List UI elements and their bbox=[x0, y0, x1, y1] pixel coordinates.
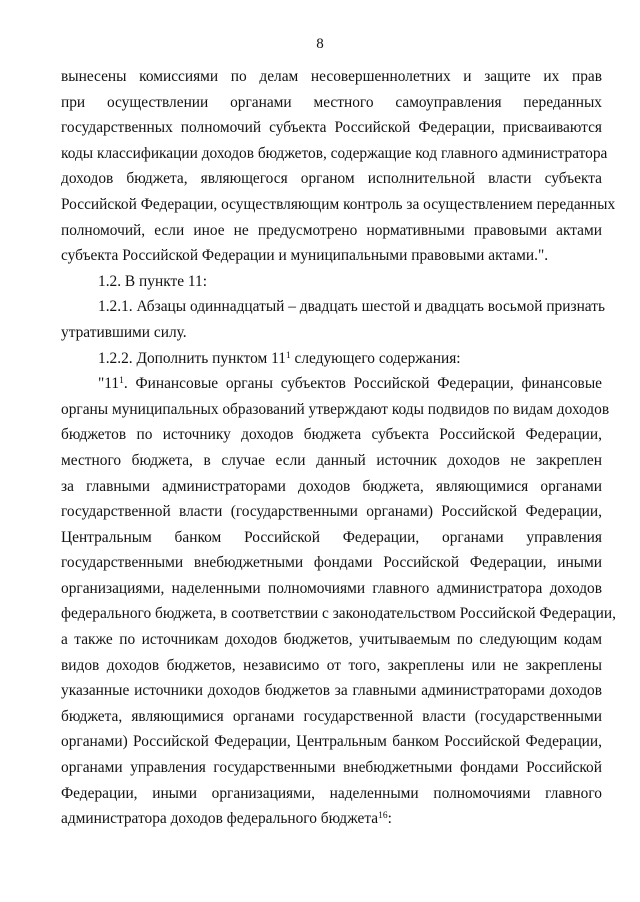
text-line bbox=[61, 576, 602, 602]
text-line bbox=[61, 90, 602, 116]
page-number: 8 bbox=[316, 36, 324, 52]
text-line-content: полномочий, если иное не предусмотрено нормативными правовыми актами bbox=[61, 221, 602, 239]
text-line-content: 1.2.1. Абзацы одиннадцатый – двадцать шестой и двадцать восьмой признать bbox=[98, 298, 605, 316]
text-line-content: Российской Федерации, осуществляющим контроль за осуществлением переданных bbox=[61, 195, 616, 213]
text-line bbox=[61, 474, 602, 500]
text-line bbox=[61, 806, 602, 832]
text-line bbox=[61, 550, 602, 576]
text-line-content: государственной власти (государственными органами) Российской Федерации, bbox=[61, 503, 602, 521]
text-line-content: коды классификации доходов бюджетов, содержащие код главного администратора bbox=[61, 144, 608, 162]
text-line-content: 1.2.2. Дополнить пунктом 11 bbox=[98, 349, 286, 367]
text-line bbox=[61, 218, 602, 244]
superscript-mark: 1 bbox=[119, 376, 124, 387]
text-line bbox=[61, 755, 602, 781]
text-line-content: бюджетов по источнику доходов бюджета субъекта Российской Федерации, bbox=[61, 426, 602, 444]
superscript-mark: 1 bbox=[285, 350, 291, 361]
text-line-content: "11 bbox=[98, 375, 120, 393]
text-line-content: а также по источникам доходов бюджетов, учитываемым по следующим кодам bbox=[61, 631, 602, 649]
text-line-content: указанные источники доходов бюджетов за главными администраторами доходов bbox=[61, 682, 602, 700]
text-line bbox=[61, 653, 602, 679]
text-line-content: государственными внебюджетными фондами Российской Федерации, иными bbox=[61, 554, 602, 572]
document-body bbox=[61, 64, 616, 832]
text-line-content: Федерации, иными организациями, наделенными полномочиями главного bbox=[61, 784, 602, 802]
text-line-content: при осуществлении органами местного самоуправления переданных bbox=[61, 93, 602, 111]
text-line bbox=[61, 627, 602, 653]
text-line-content: за главными администраторами доходов бюджета, являющимися органами bbox=[61, 477, 602, 495]
text-line bbox=[61, 320, 602, 346]
text-line bbox=[61, 448, 602, 474]
text-line-content: органы муниципальных образований утверждают коды подвидов по видам доходов bbox=[61, 400, 610, 418]
text-line bbox=[61, 678, 602, 704]
text-line-continuation: следующего содержания: bbox=[290, 349, 461, 367]
text-line-continuation: : bbox=[387, 810, 392, 828]
text-line-content: 1.2. В пункте 11: bbox=[98, 272, 207, 290]
text-line-content: Центральным банком Российской Федерации, органами управления bbox=[61, 528, 602, 546]
text-line bbox=[61, 141, 608, 167]
text-line-content: органами) Российской Федерации, Центральным банком Российской Федерации, bbox=[61, 733, 602, 751]
text-line-continuation: . Финансовые органы субъектов Российской Федерации, финансовые bbox=[123, 375, 602, 393]
text-line bbox=[61, 499, 602, 525]
text-line-content: органами управления государственными внебюджетными фондами Российской bbox=[61, 759, 602, 777]
text-line bbox=[61, 166, 602, 192]
text-line bbox=[61, 525, 602, 551]
text-line bbox=[61, 704, 602, 730]
text-line bbox=[61, 192, 616, 218]
text-line-content: утратившими силу. bbox=[61, 323, 187, 341]
text-line-content: субъекта Российской Федерации и муниципальными правовыми актами.". bbox=[61, 247, 549, 265]
text-line bbox=[61, 729, 602, 755]
text-line-content: организациями, наделенными полномочиями главного администратора доходов bbox=[61, 579, 602, 597]
text-line-content: доходов бюджета, являющегося органом исполнительной власти субъекта bbox=[61, 170, 602, 188]
superscript-mark: 16 bbox=[378, 811, 388, 822]
text-line bbox=[61, 269, 602, 295]
text-line bbox=[61, 64, 602, 90]
text-line-content: государственных полномочий субъекта Российской Федерации, присваиваются bbox=[61, 119, 602, 137]
text-line bbox=[61, 243, 602, 269]
text-line bbox=[61, 115, 602, 141]
text-line bbox=[61, 601, 616, 627]
text-line bbox=[61, 346, 602, 372]
text-line bbox=[61, 397, 610, 423]
text-line-content: видов доходов бюджетов, независимо от того, закреплены или не закреплены bbox=[61, 656, 602, 674]
text-line bbox=[61, 371, 602, 397]
text-line bbox=[61, 294, 605, 320]
text-line-content: вынесены комиссиями по делам несовершеннолетних и защите их прав bbox=[61, 68, 602, 85]
text-line bbox=[61, 781, 602, 807]
text-line-content: местного бюджета, в случае если данный источник доходов не закреплен bbox=[61, 451, 602, 469]
text-line-content: администратора доходов федерального бюджета bbox=[61, 810, 379, 828]
text-line bbox=[61, 422, 602, 448]
text-line-content: федерального бюджета, в соответствии с законодательством Российской Федерации, bbox=[61, 605, 616, 623]
text-line-content: бюджета, являющимися органами государственной власти (государственными bbox=[61, 707, 602, 725]
